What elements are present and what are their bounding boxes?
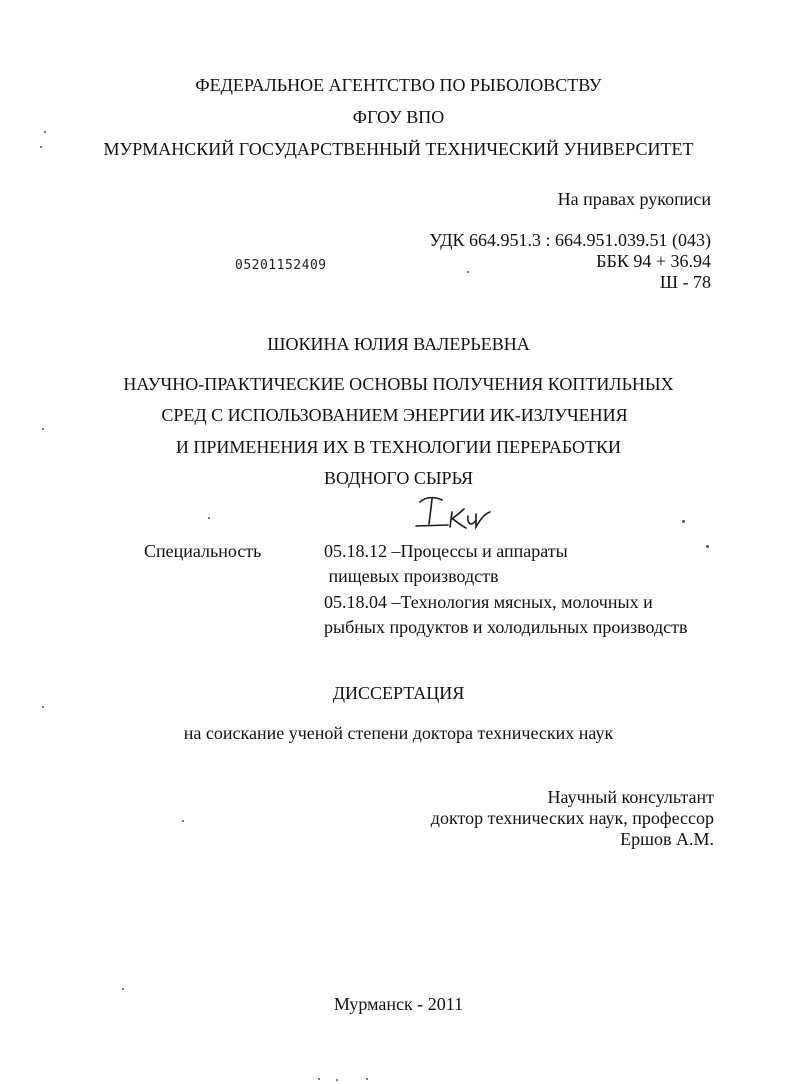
institution-type: ФГОУ ВПО [352, 107, 445, 127]
author-name: ШОКИНА ЮЛИЯ ВАЛЕРЬЕВНА [267, 334, 530, 354]
author-code: Ш - 78 [659, 272, 711, 292]
document-type: ДИССЕРТАЦИЯ [332, 683, 465, 703]
scan-speck [682, 520, 685, 523]
bbk-code: ББК 94 + 36.94 [596, 251, 711, 271]
rights-note: На правах рукописи [557, 189, 711, 209]
specialty-line: рыбных продуктов и холодильных производств [324, 617, 688, 637]
title-line: И ПРИМЕНЕНИЯ ИХ В ТЕХНОЛОГИИ ПЕРЕРАБОТКИ [175, 437, 622, 457]
library-barcode-number: 05201152409 [235, 258, 327, 273]
scan-speck [336, 1079, 338, 1081]
scan-speck [208, 517, 210, 519]
university-name: МУРМАНСКИЙ ГОСУДАРСТВЕННЫЙ ТЕХНИЧЕСКИЙ УНИВЕРСИТЕТ [103, 139, 694, 159]
specialty-line: 05.18.04 –Технология мясных, молочных и [324, 592, 653, 612]
title-line: ВОДНОГО СЫРЬЯ [324, 468, 473, 488]
scan-speck [40, 146, 42, 148]
scan-speck [122, 988, 124, 990]
scan-speck [366, 1078, 368, 1080]
handwritten-signature [412, 494, 504, 534]
scan-speck [706, 545, 709, 548]
consultant-name: Ершов А.М. [620, 829, 714, 849]
scan-speck [42, 428, 44, 430]
place-year: Мурманск - 2011 [333, 994, 464, 1014]
title-line: НАУЧНО-ПРАКТИЧЕСКИЕ ОСНОВЫ ПОЛУЧЕНИЯ КОПТИЛЬНЫХ [123, 374, 674, 394]
consultant-role: Научный консультант [547, 787, 714, 807]
title-line: СРЕД С ИСПОЛЬЗОВАНИЕМ ЭНЕРГИИ ИК-ИЗЛУЧЕНИЯ [161, 405, 628, 425]
scan-speck [42, 706, 44, 708]
agency-heading: ФЕДЕРАЛЬНОЕ АГЕНТСТВО ПО РЫБОЛОВСТВУ [195, 75, 602, 95]
specialty-label: Специальность [144, 541, 262, 561]
udk-code: УДК 664.951.3 : 664.951.039.51 (043) [429, 230, 711, 250]
specialty-line: 05.18.12 –Процессы и аппараты [324, 541, 568, 561]
scan-speck [44, 131, 46, 133]
specialty-line: пищевых производств [324, 566, 499, 586]
consultant-title: доктор технических наук, профессор [430, 808, 714, 828]
degree-line: на соискание ученой степени доктора технических наук [183, 723, 614, 743]
scan-speck [318, 1078, 320, 1080]
scan-speck [182, 820, 184, 822]
scan-speck [467, 271, 469, 273]
